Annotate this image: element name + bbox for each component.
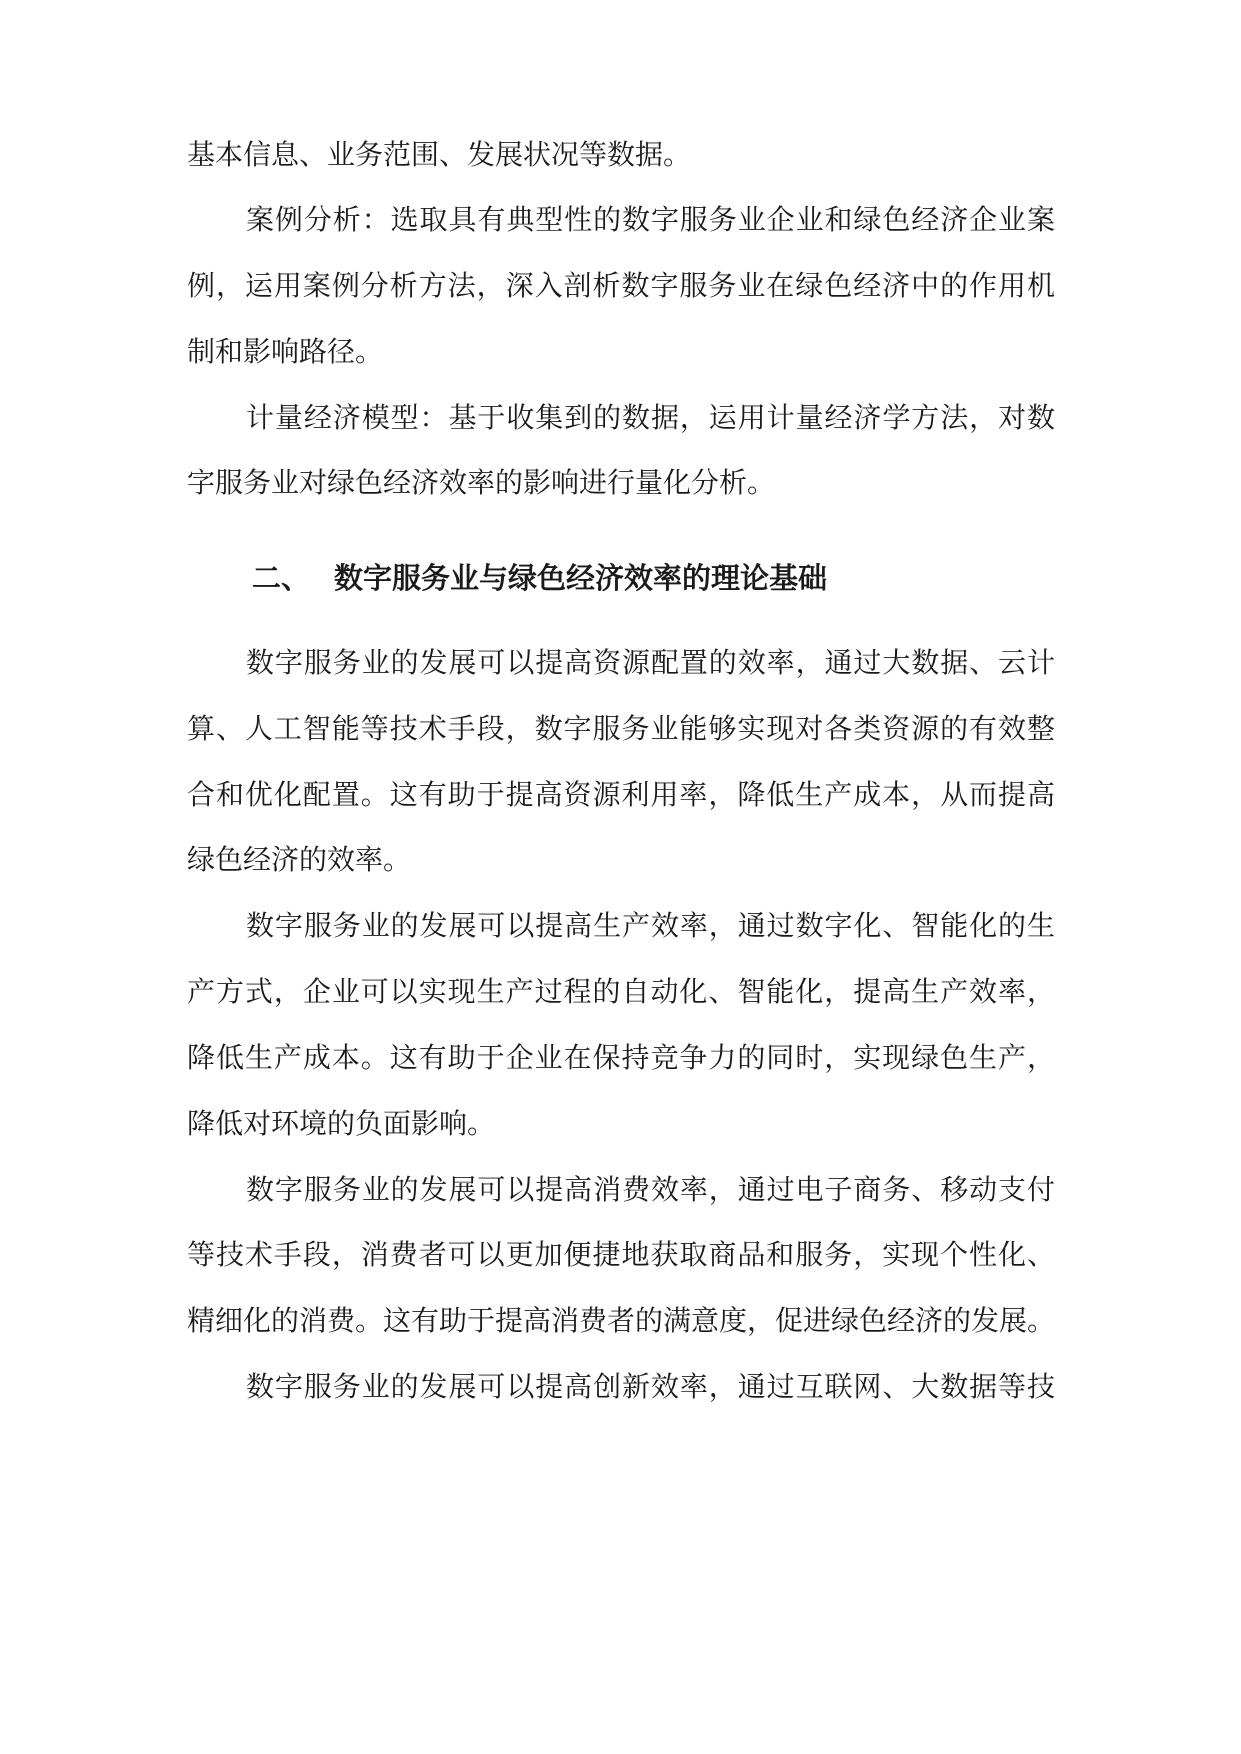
section-heading xyxy=(252,558,1052,598)
text-line: 计量经济模型：基于收集到的数据，运用计量经济学方法，对数 xyxy=(246,401,1055,434)
text-line: 例，运用案例分析方法，深入剖析数字服务业在绿色经济中的作用机 xyxy=(187,269,1055,302)
section-number: 二、 xyxy=(252,561,311,595)
text-line: 绿色经济的效率。 xyxy=(187,843,412,876)
text-line: 基本信息、业务范围、发展状况等数据。 xyxy=(187,138,692,171)
text-line: 降低生产成本。这有助于企业在保持竞争力的同时，实现绿色生产， xyxy=(187,1041,1055,1074)
text-line: 算、人工智能等技术手段，数字服务业能够实现对各类资源的有效整 xyxy=(187,712,1055,745)
text-line: 数字服务业的发展可以提高资源配置的效率，通过大数据、云计 xyxy=(246,646,1055,679)
text-line: 数字服务业的发展可以提高生产效率，通过数字化、智能化的生 xyxy=(246,909,1055,942)
text-line: 等技术手段，消费者可以更加便捷地获取商品和服务，实现个性化、 xyxy=(187,1238,1055,1271)
section-title: 数字服务业与绿色经济效率的理论基础 xyxy=(334,561,828,595)
text-line: 案例分析：选取具有典型性的数字服务业企业和绿色经济企业案 xyxy=(246,203,1055,236)
text-line: 精细化的消费。这有助于提高消费者的满意度，促进绿色经济的发展。 xyxy=(187,1304,1056,1337)
text-line: 合和优化配置。这有助于提高资源利用率，降低生产成本，从而提高 xyxy=(187,778,1055,811)
text-line: 降低对环境的负面影响。 xyxy=(187,1107,496,1140)
text-line: 制和影响路径。 xyxy=(187,335,384,368)
text-line: 数字服务业的发展可以提高创新效率，通过互联网、大数据等技 xyxy=(246,1370,1055,1403)
text-line: 字服务业对绿色经济效率的影响进行量化分析。 xyxy=(187,466,776,499)
text-line: 产方式，企业可以实现生产过程的自动化、智能化，提高生产效率， xyxy=(187,975,1055,1008)
text-line: 数字服务业的发展可以提高消费效率，通过电子商务、移动支付 xyxy=(246,1173,1055,1206)
